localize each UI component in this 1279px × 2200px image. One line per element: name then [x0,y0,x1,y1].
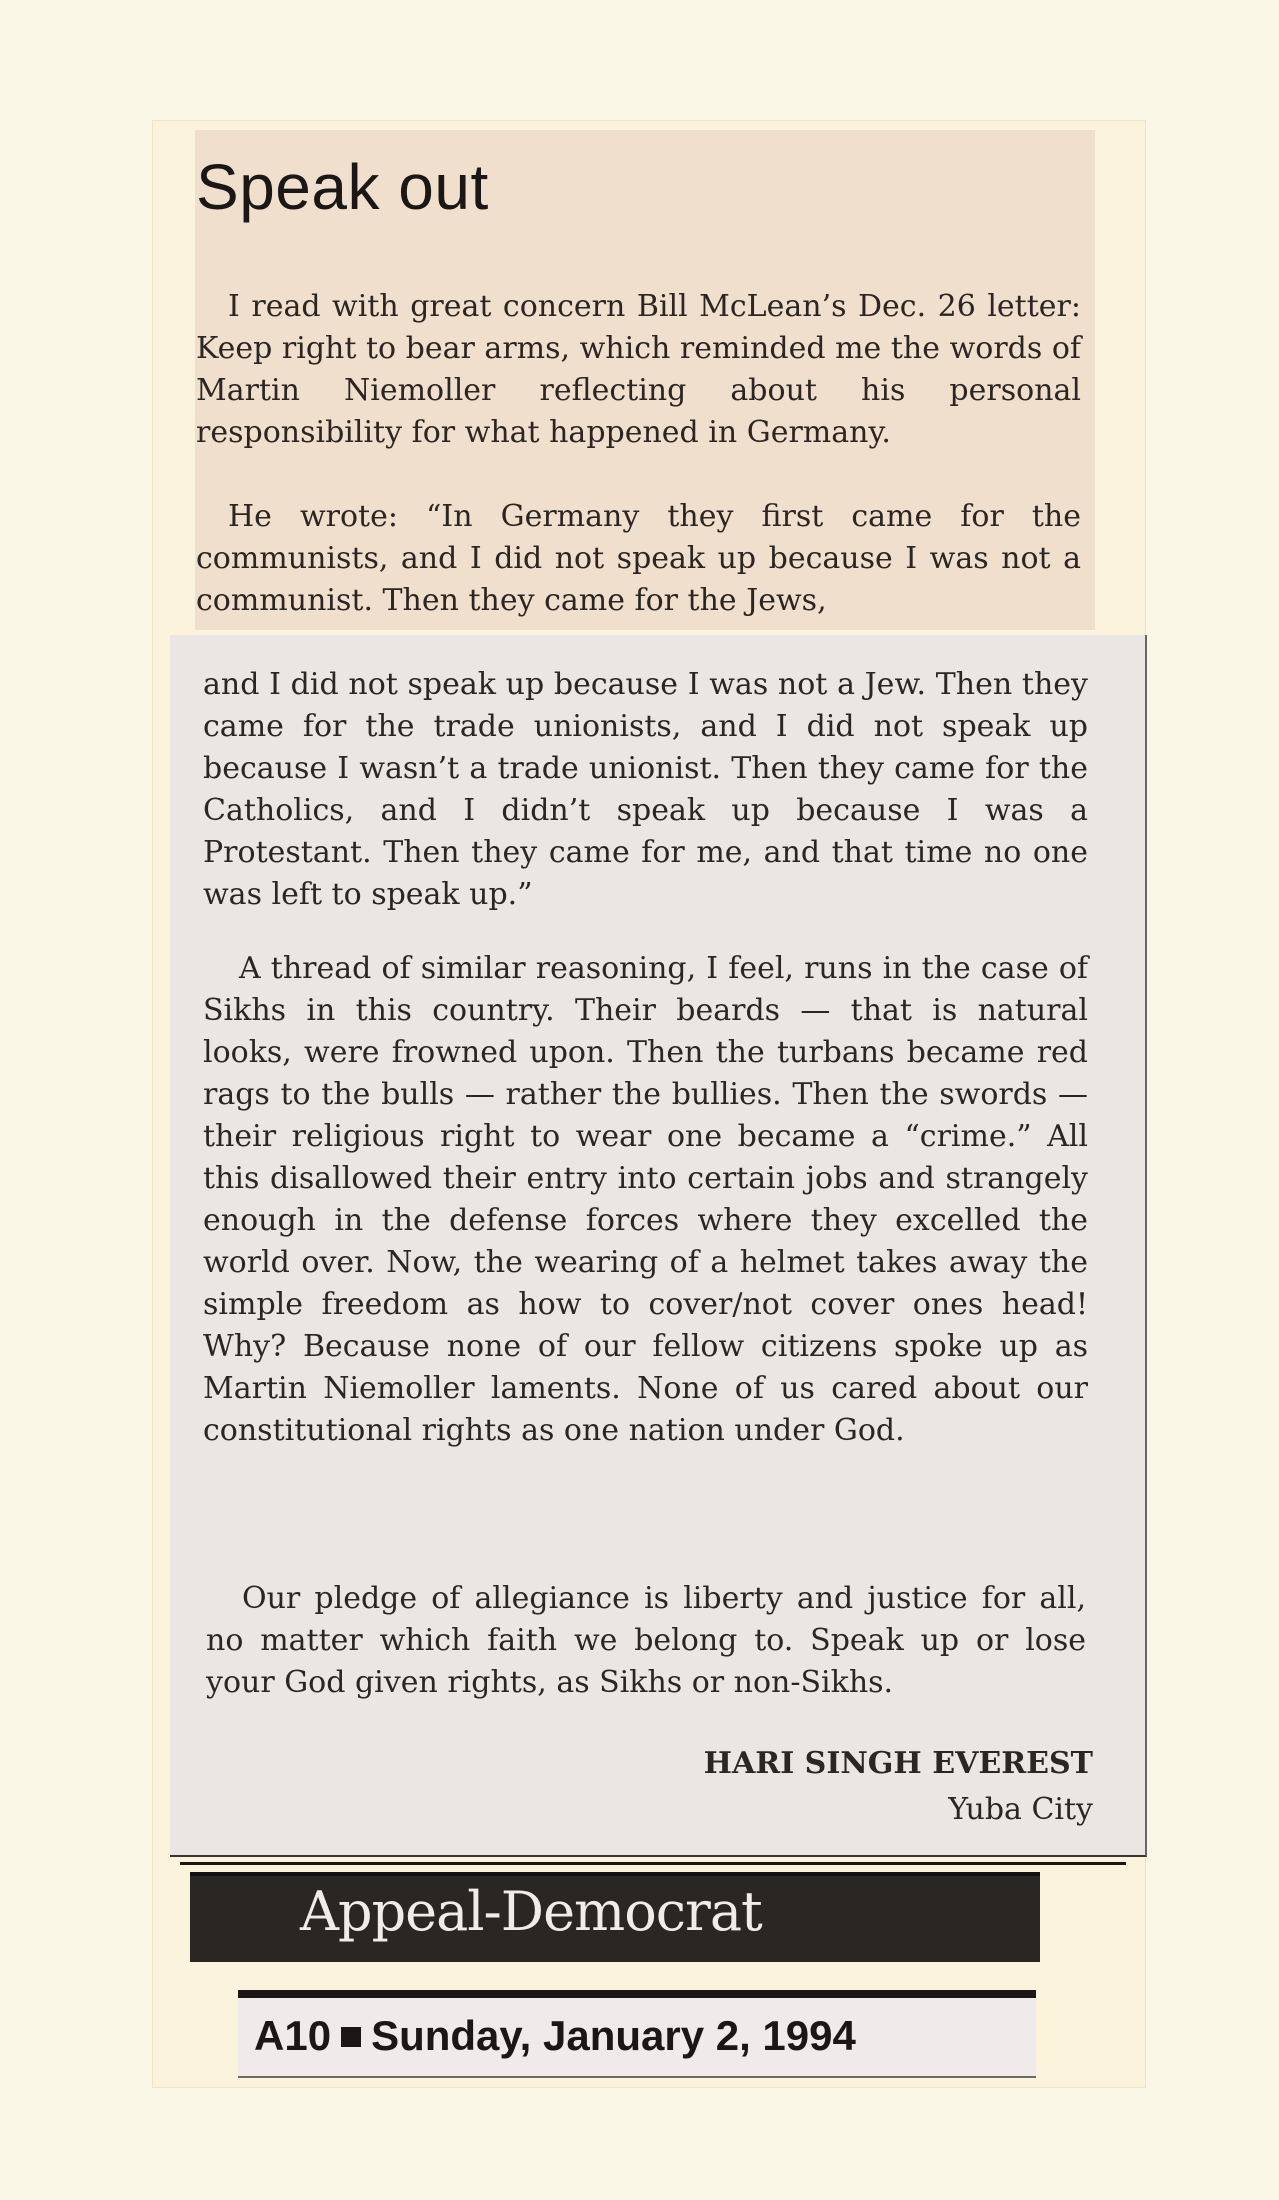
letter-paragraph-2: He wrote: “In Germany they first came for the communists, and I did not speak up because I was not a communist. Then they came for the Jews, [196,499,1081,618]
letter-paragraph-5: Our pledge of allegiance is liberty and justice for all, no matter which faith we belong to. Speak up or lose your God given rights, as Sikhs or non-Sikhs. [206,1581,1086,1700]
letter-paragraph-3: and I did not speak up because I was not a Jew. Then they came for the trade unionists, and I did not speak up because I wasn’t a trade unionist. Then they came for the Catholics, and I didn’t speak up because I was a Protestant. Then they came for me, and that time no one was left to speak up.” [203,667,1088,912]
author-name: HARI SINGH EVEREST [703,1746,1093,1781]
letter-paragraph-1: I read with great concern Bill McLean’s Dec. 26 letter: Keep right to bear arms, which reminded me the words of Martin Niemoller reflecting about his personal responsibility for what happened in Germany. [196,289,1081,450]
dateline [254,2012,856,2060]
newspaper-masthead: Appeal-Democrat [300,1880,762,1943]
publication-date: Sunday, January 2, 1994 [371,2012,856,2059]
author-location: Yuba City [948,1792,1093,1827]
headline: Speak out [196,151,489,223]
clipping-edge-line [180,1862,1126,1865]
page-number: A10 [254,2012,332,2059]
bullet-square-icon [341,2027,361,2047]
letter-paragraph-4: A thread of similar reasoning, I feel, runs in the case of Sikhs in this country. Their beards — that is natural looks, were frowned upon. Then the turbans became red rags to the bulls — rather the bullies. Then the swords — their religious right to wear one became a “crime.” All this disallowed their entry into certain jobs and strangely enough in the defense forces where they excelled the world over. Now, the wearing of a helmet takes away the simple freedom as how to cover/not cover ones head! Why? Because none of our fellow citizens spoke up as Martin Niemoller laments. None of us cared about our constitutional rights as one nation under God. [203,951,1088,1448]
